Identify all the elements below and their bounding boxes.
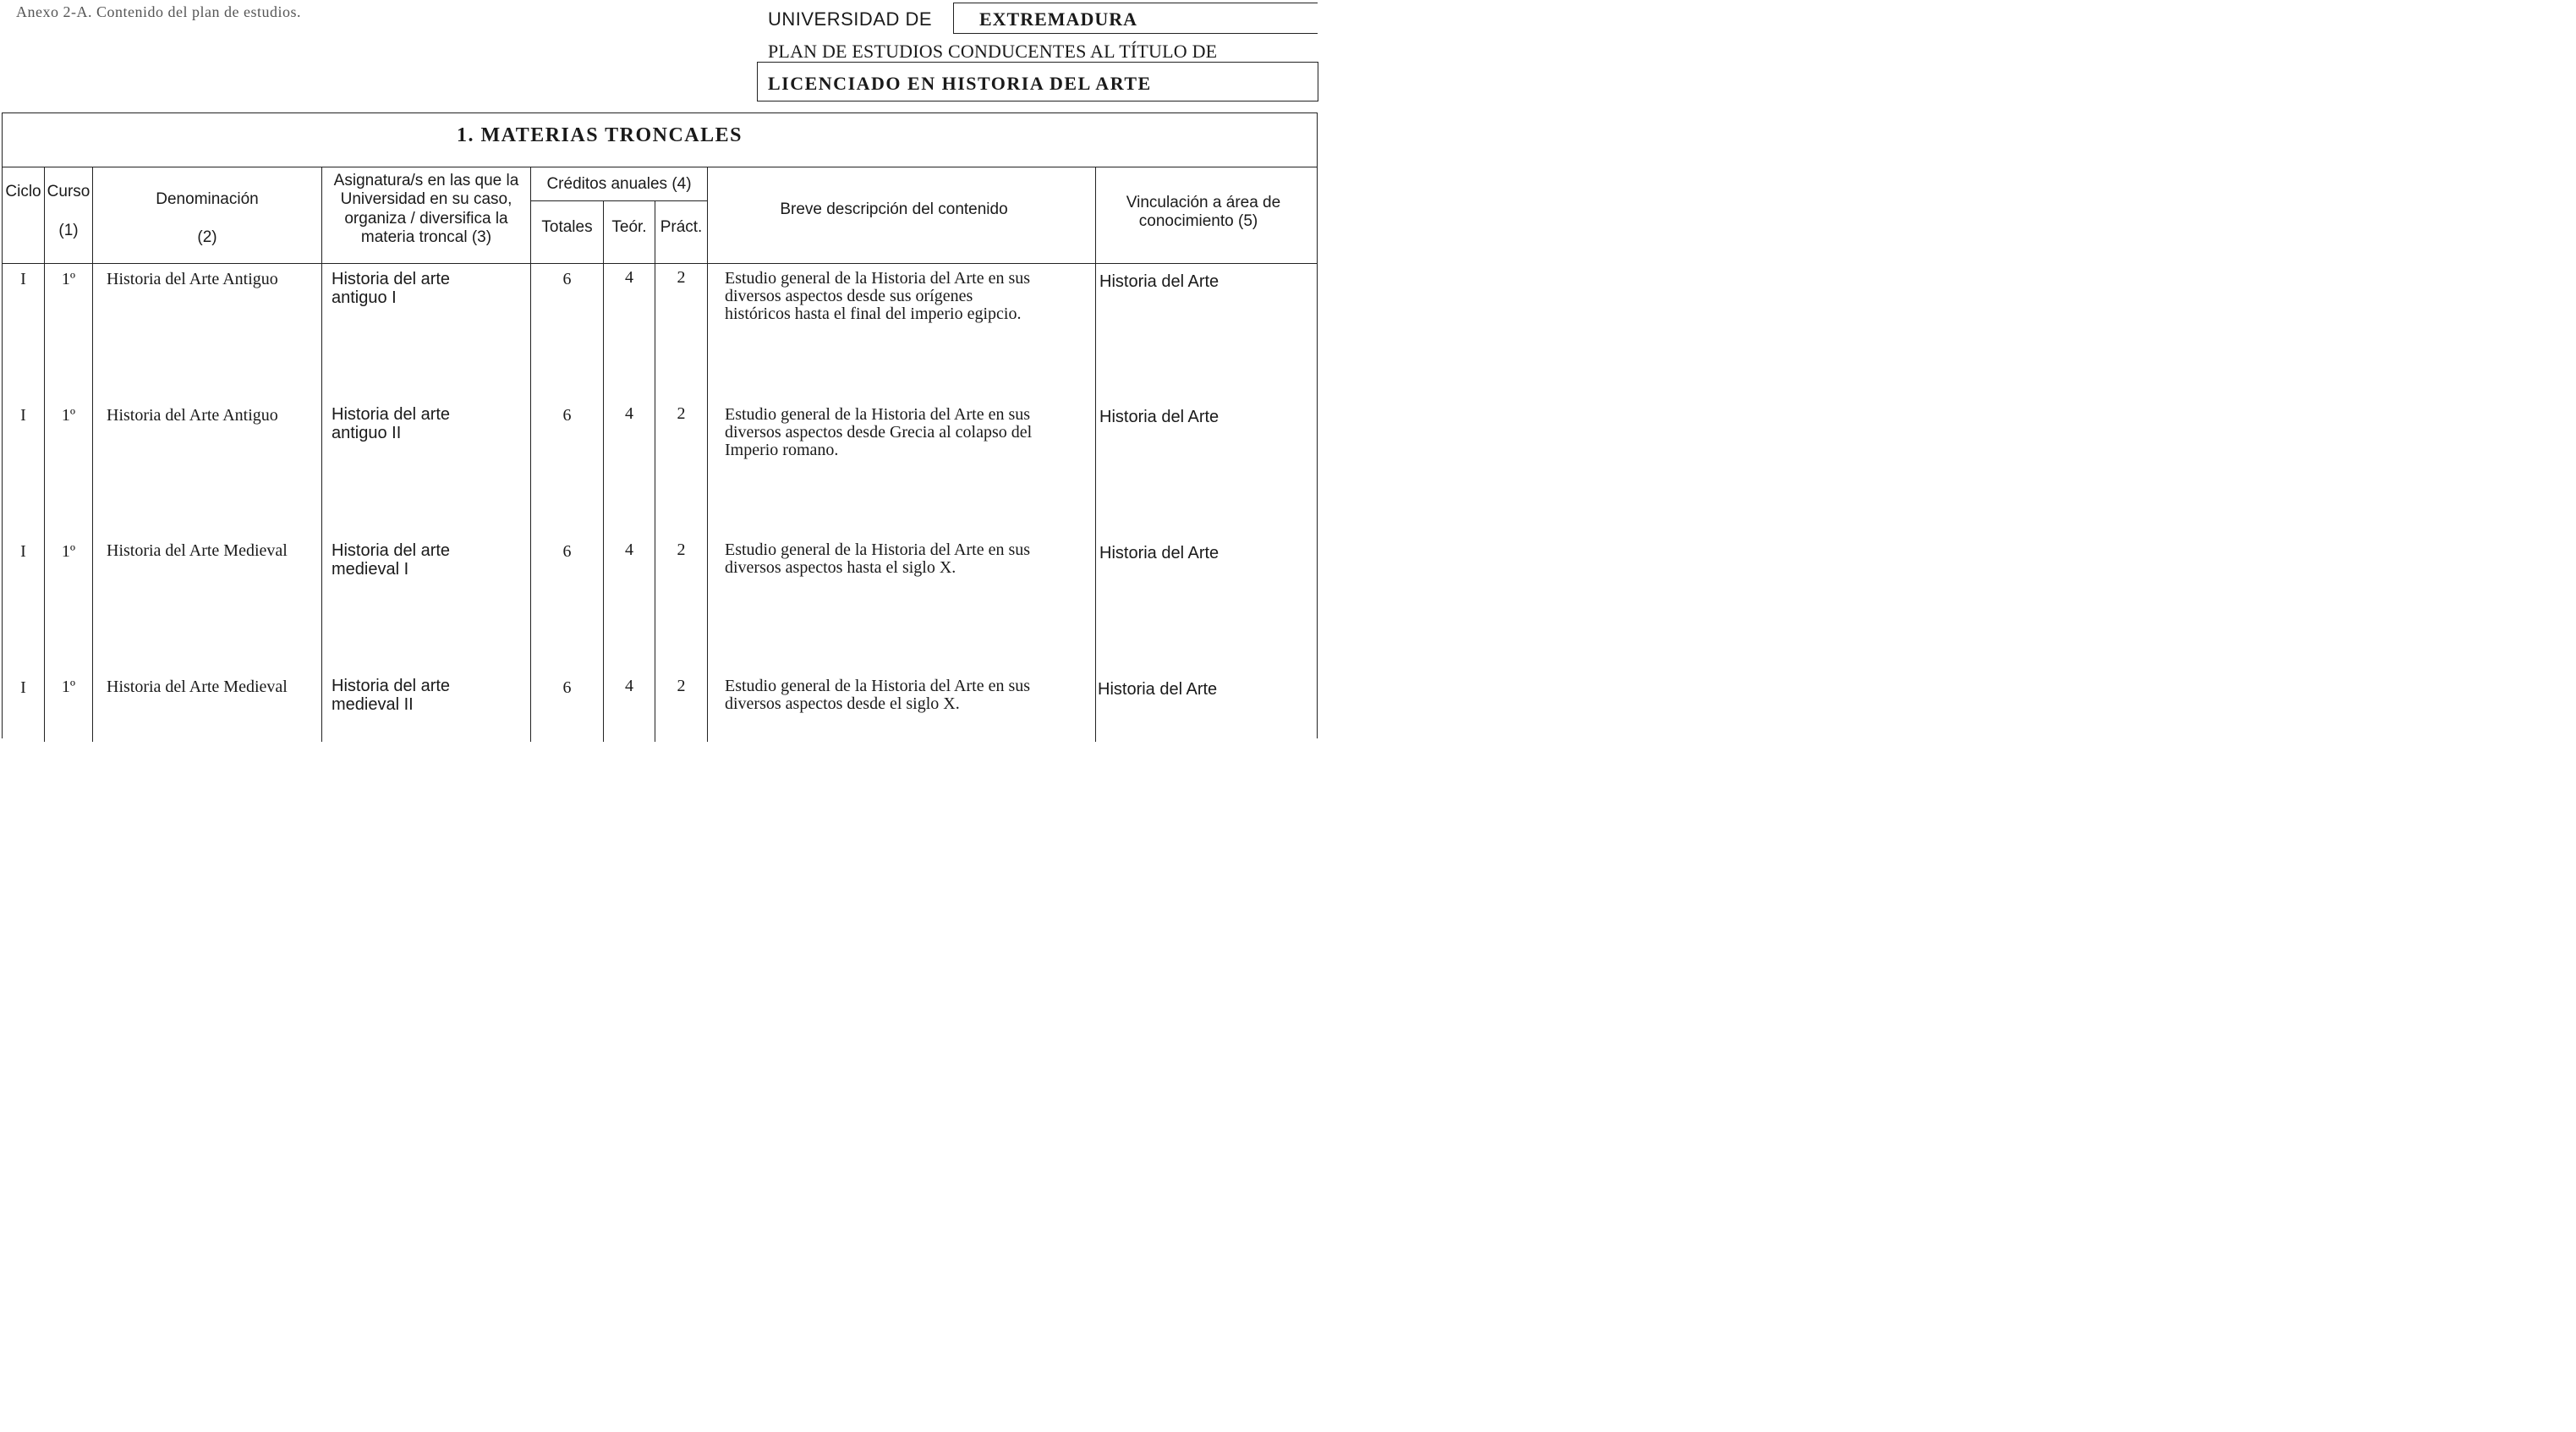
- row1-area: Historia del Arte: [1099, 272, 1219, 291]
- row4-pract: 2: [677, 677, 686, 695]
- header-vinculacion-line2: conocimiento (5): [1138, 212, 1258, 230]
- row2-pract: 2: [677, 404, 686, 423]
- row4-curso: 1º: [61, 678, 76, 696]
- header-asignatura-line2: Universidad en su caso,: [340, 190, 512, 208]
- row4-desc-line1: Estudio general de la Historia del Arte en sus: [725, 677, 1031, 695]
- row4-asignatura-line1: Historia del arte: [332, 677, 451, 695]
- header-ciclo: Ciclo: [5, 183, 41, 200]
- university-box: [953, 3, 1318, 34]
- col-divider: [1095, 167, 1096, 742]
- header-denominacion: Denominación: [156, 190, 259, 208]
- row4-denominacion: Historia del Arte Medieval: [107, 678, 288, 696]
- table-right-border: [1317, 112, 1318, 738]
- table-top-border: [2, 112, 1318, 113]
- credits-subheader-divider: [530, 200, 707, 201]
- row1-asignatura-line2: antiguo I: [332, 288, 397, 307]
- row3-curso: 1º: [61, 542, 76, 561]
- row3-totales: 6: [562, 542, 572, 561]
- row1-pract: 2: [677, 268, 686, 287]
- header-teor: Teór.: [611, 218, 647, 236]
- header-totales: Totales: [541, 218, 593, 236]
- row3-denominacion: Historia del Arte Medieval: [107, 541, 288, 560]
- row3-ciclo: I: [20, 542, 26, 561]
- header-asignatura-line3: organiza / diversifica la: [344, 210, 508, 228]
- row1-totales: 6: [562, 270, 572, 288]
- row2-teor: 4: [625, 404, 633, 423]
- row2-desc-line3: Imperio romano.: [725, 441, 839, 459]
- col-divider: [321, 167, 322, 742]
- header-asignatura-line1: Asignatura/s en las que la: [333, 172, 519, 189]
- row4-desc-line2: diversos aspectos desde el siglo X.: [725, 694, 960, 713]
- header-bottom-divider: [2, 263, 1318, 264]
- row4-ciclo: I: [20, 678, 26, 697]
- row2-asignatura-line2: antiguo II: [332, 424, 402, 442]
- university-name: EXTREMADURA: [979, 8, 1137, 30]
- header-creditos: Créditos anuales (4): [546, 175, 692, 193]
- annex-label: Anexo 2-A. Contenido del plan de estudios.: [16, 3, 301, 20]
- plan-line: PLAN DE ESTUDIOS CONDUCENTES AL TÍTULO DE: [768, 41, 1218, 62]
- row2-ciclo: I: [20, 406, 26, 425]
- header-curso: Curso: [47, 183, 90, 200]
- row4-area: Historia del Arte: [1098, 680, 1218, 699]
- degree-box: [757, 62, 1318, 102]
- header-descripcion: Breve descripción del contenido: [780, 200, 1008, 218]
- row1-desc-line3: históricos hasta el final del imperio egipcio.: [725, 305, 1022, 323]
- row2-asignatura-line1: Historia del arte: [332, 405, 451, 424]
- header-vinculacion-line1: Vinculación a área de: [1126, 194, 1281, 211]
- row2-area: Historia del Arte: [1099, 408, 1219, 426]
- university-label: UNIVERSIDAD DE: [768, 8, 933, 30]
- row3-asignatura-line1: Historia del arte: [332, 541, 451, 560]
- row1-asignatura-line1: Historia del arte: [332, 270, 451, 288]
- row3-area: Historia del Arte: [1099, 544, 1219, 562]
- row4-teor: 4: [625, 677, 633, 695]
- col-divider: [530, 167, 531, 742]
- row4-totales: 6: [562, 678, 572, 697]
- row1-curso: 1º: [61, 270, 76, 288]
- row2-curso: 1º: [61, 406, 76, 425]
- header-curso-note: (1): [58, 222, 79, 239]
- row1-teor: 4: [625, 268, 633, 287]
- row2-desc-line2: diversos aspectos desde Grecia al colapso del: [725, 423, 1033, 442]
- col-divider: [44, 167, 45, 742]
- curriculum-table: [2, 112, 1318, 738]
- row2-totales: 6: [562, 406, 572, 425]
- row3-pract: 2: [677, 540, 686, 559]
- row3-teor: 4: [625, 540, 633, 559]
- row4-asignatura-line2: medieval II: [332, 695, 414, 714]
- row3-desc-line2: diversos aspectos hasta el siglo X.: [725, 558, 956, 577]
- table-left-border: [2, 112, 3, 738]
- header-asignatura-line4: materia troncal (3): [360, 228, 492, 246]
- col-divider: [92, 167, 93, 742]
- col-divider: [707, 167, 708, 742]
- row3-asignatura-line2: medieval I: [332, 560, 409, 579]
- row2-desc-line1: Estudio general de la Historia del Arte en sus: [725, 405, 1031, 424]
- row1-desc-line2: diversos aspectos desde sus orígenes: [725, 287, 973, 305]
- header-denominacion-note: (2): [197, 228, 217, 246]
- degree-name: LICENCIADO EN HISTORIA DEL ARTE: [768, 73, 1152, 94]
- row1-desc-line1: Estudio general de la Historia del Arte en sus: [725, 269, 1031, 288]
- row1-ciclo: I: [20, 270, 26, 288]
- row3-desc-line1: Estudio general de la Historia del Arte en sus: [725, 540, 1031, 559]
- header-pract: Práct.: [660, 218, 703, 236]
- row2-denominacion: Historia del Arte Antiguo: [107, 406, 278, 425]
- row1-denominacion: Historia del Arte Antiguo: [107, 270, 278, 288]
- section-title: 1. MATERIAS TRONCALES: [456, 124, 743, 146]
